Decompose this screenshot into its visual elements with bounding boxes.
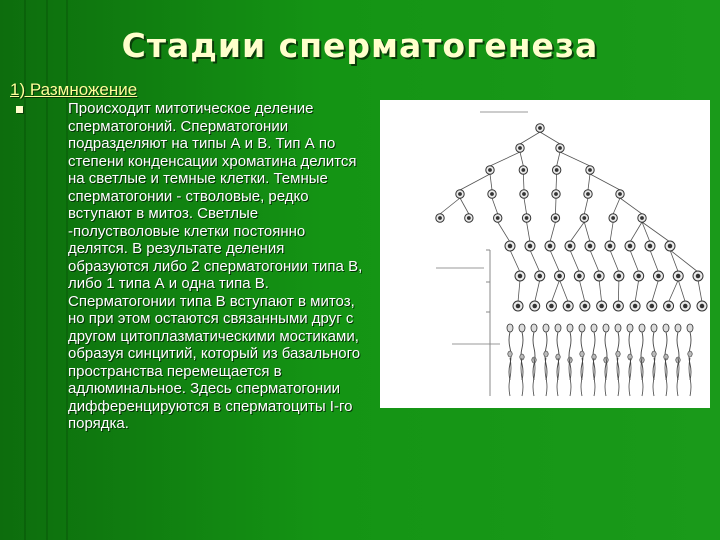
cell-nucleus xyxy=(636,274,641,279)
cell-nucleus xyxy=(648,244,653,249)
cell-nucleus xyxy=(521,168,525,172)
lineage-connector xyxy=(518,280,520,302)
lineage-connector xyxy=(440,198,460,214)
cell-nucleus xyxy=(496,216,500,220)
sperm-head xyxy=(580,351,584,357)
lineage-connector xyxy=(570,250,579,272)
spermatid-head xyxy=(531,324,537,332)
cell-nucleus xyxy=(588,168,592,172)
lineage-connector xyxy=(669,280,679,302)
spermatid-head xyxy=(555,324,561,332)
spermatogenesis-diagram xyxy=(380,100,710,408)
cell-nucleus xyxy=(599,304,604,309)
cell-nucleus xyxy=(577,274,582,279)
square-bullet-icon xyxy=(16,106,23,113)
cell-nucleus xyxy=(548,244,553,249)
cell-nucleus xyxy=(558,146,562,150)
lineage-connector xyxy=(556,174,557,190)
cell-nucleus xyxy=(532,304,537,309)
lineage-connector xyxy=(460,198,469,214)
lineage-connector xyxy=(635,280,639,302)
lineage-connector xyxy=(630,250,639,272)
lineage-connector xyxy=(527,222,530,242)
lineage-connector xyxy=(610,222,613,242)
lineage-connector xyxy=(560,280,569,302)
lineage-connector xyxy=(590,250,599,272)
lineage-connector xyxy=(490,174,492,190)
lineage-connector xyxy=(492,198,498,214)
lineage-connector xyxy=(570,222,584,242)
lineage-connector xyxy=(599,280,602,302)
spermatid-head xyxy=(675,324,681,332)
lineage-connector xyxy=(520,152,523,166)
lineage-connector xyxy=(652,280,659,302)
cell-nucleus xyxy=(518,274,523,279)
lineage-connector xyxy=(460,174,490,190)
lineage-connector xyxy=(590,174,620,190)
lineage-connector xyxy=(650,250,658,272)
cell-nucleus xyxy=(518,146,522,150)
cell-nucleus xyxy=(508,244,513,249)
spermatid-head xyxy=(567,324,573,332)
lineage-connector xyxy=(557,152,560,166)
spermatid-head xyxy=(615,324,621,332)
lineage-connector xyxy=(584,222,590,242)
lineage-connector xyxy=(630,222,642,242)
lineage-connector xyxy=(530,250,540,272)
cell-nucleus xyxy=(700,304,705,309)
sperm-head xyxy=(688,351,692,357)
cell-nucleus xyxy=(696,274,701,279)
lineage-connector xyxy=(524,198,527,214)
cell-nucleus xyxy=(554,216,558,220)
cell-nucleus xyxy=(588,244,593,249)
spermatid-head xyxy=(591,324,597,332)
cell-nucleus xyxy=(438,216,442,220)
sperm-head xyxy=(544,351,548,357)
cell-nucleus xyxy=(616,304,621,309)
cell-nucleus xyxy=(617,274,622,279)
lineage-connector xyxy=(520,132,540,144)
spermatid-head xyxy=(579,324,585,332)
cell-nucleus xyxy=(586,192,590,196)
cell-nucleus xyxy=(582,216,586,220)
cell-nucleus xyxy=(538,274,543,279)
spermatid-head xyxy=(687,324,693,332)
cell-nucleus xyxy=(676,274,681,279)
cell-nucleus xyxy=(528,244,533,249)
cell-nucleus xyxy=(538,126,542,130)
stage-bracket xyxy=(486,250,490,396)
lineage-connector xyxy=(555,198,556,214)
lineage-connector xyxy=(560,152,590,166)
cell-nucleus xyxy=(554,192,558,196)
cell-nucleus xyxy=(516,304,521,309)
cell-lineage-tree xyxy=(380,100,710,408)
cell-nucleus xyxy=(555,168,559,172)
lineage-connector xyxy=(610,250,619,272)
cell-nucleus xyxy=(522,192,526,196)
cell-nucleus xyxy=(633,304,638,309)
cell-nucleus xyxy=(640,216,644,220)
cell-nucleus xyxy=(458,192,462,196)
cell-nucleus xyxy=(583,304,588,309)
bullet-text: Происходит митотическое деление сперматогоний. Сперматогонии подразделяют на типы А и В. Тип А по степени конденсации хроматина делится на светлые и темные клетки. Темные сперматогонии - стволовые, редко вступают в митоз. Светлые -полустволовые клетки постоянно делятся. В результате деления образуются либо 2 сперматогонии типа В, либо 1 типа А и одна типа В. Сперматогонии типа В вступают в митоз, но при этом остаются связанными друг с другом цитоплазматическими мостиками, образуя синцитий, который из базального пространства перемещается в адлюминальное. Здесь сперматогонии дифференцируются в сперматоциты I-го порядка. xyxy=(68,100,363,432)
lineage-connector xyxy=(588,174,590,190)
cell-nucleus xyxy=(488,168,492,172)
cell-nucleus xyxy=(490,192,494,196)
spermatid-head xyxy=(639,324,645,332)
lineage-connector xyxy=(535,280,540,302)
lineage-connector xyxy=(698,280,702,302)
lineage-connector xyxy=(498,222,510,242)
bullet-item xyxy=(16,100,376,433)
lineage-connector xyxy=(620,198,642,214)
spermatid-head xyxy=(663,324,669,332)
lineage-connector xyxy=(613,198,620,214)
cell-nucleus xyxy=(611,216,615,220)
cell-nucleus xyxy=(608,244,613,249)
cell-nucleus xyxy=(668,244,673,249)
cell-nucleus xyxy=(525,216,529,220)
lineage-connector xyxy=(584,198,588,214)
cell-nucleus xyxy=(568,244,573,249)
lineage-connector xyxy=(540,132,560,144)
cell-nucleus xyxy=(683,304,688,309)
lineage-connector xyxy=(523,174,524,190)
lineage-connector xyxy=(551,280,559,302)
lineage-connector xyxy=(618,280,619,302)
cell-nucleus xyxy=(467,216,471,220)
cell-nucleus xyxy=(666,304,671,309)
spermatid-head xyxy=(543,324,549,332)
subheading: 1) Размножение xyxy=(10,80,138,99)
cell-nucleus xyxy=(597,274,602,279)
lineage-connector xyxy=(510,250,520,272)
lineage-connector xyxy=(579,280,585,302)
lineage-connector xyxy=(550,222,555,242)
cell-nucleus xyxy=(618,192,622,196)
cell-nucleus xyxy=(656,274,661,279)
spermatid-head xyxy=(651,324,657,332)
sperm-head xyxy=(508,351,512,357)
lineage-connector xyxy=(490,152,520,166)
spermatid-head xyxy=(519,324,525,332)
spermatid-head xyxy=(603,324,609,332)
spermatid-head xyxy=(507,324,513,332)
cell-nucleus xyxy=(566,304,571,309)
spermatid-head xyxy=(627,324,633,332)
cell-nucleus xyxy=(549,304,554,309)
lineage-connector xyxy=(678,280,685,302)
sperm-head xyxy=(652,351,656,357)
cell-nucleus xyxy=(650,304,655,309)
sperm-head xyxy=(616,351,620,357)
lineage-connector xyxy=(550,250,560,272)
cell-nucleus xyxy=(557,274,562,279)
slide-title: Стадии сперматогенеза xyxy=(121,26,599,65)
cell-nucleus xyxy=(628,244,633,249)
